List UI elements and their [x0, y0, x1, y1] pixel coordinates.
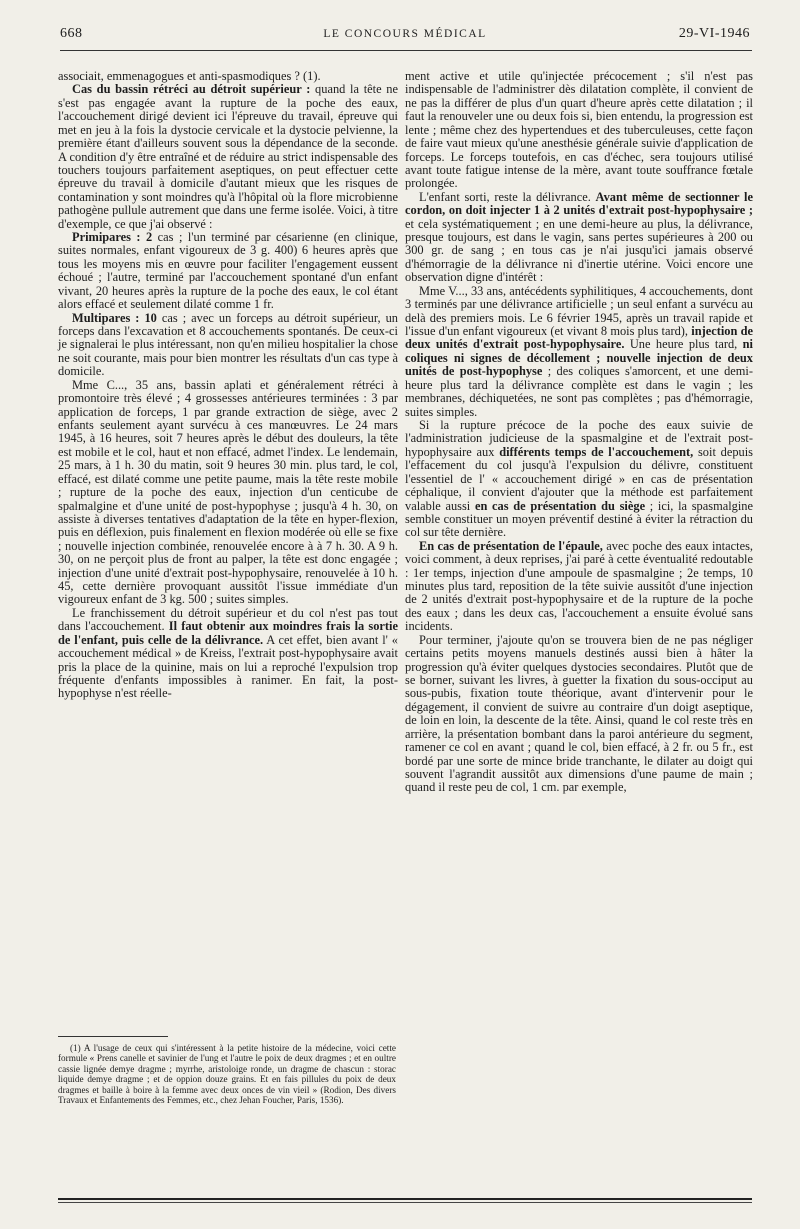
left-column — [58, 70, 398, 701]
paragraph: Mme C..., 35 ans, bassin aplati et généralement rétréci à promontoire très élevé ; 4 grossesses antérieures terminées : 3 par application de forceps, 1 par grande extraction de siège, avec 2 enfants seulement ayant survécu à ces manœuvres. Le 24 mars 1945, à 16 heures, soit 7 heures après le début des douleurs, la tête est mobile et le col, haut et non effacé, admet l'index. Le lendemain, 25 mars, à 1 h. 30 du matin, soit 9 heures 30 min. plus tard, le col, effacé, est dilaté comme une petite paume, mais la tête reste mobile ; rupture de la poche des eaux, injection d'un centicube de spalmalgine et d'une unité de post-hypophyse ; jusqu'à 4 h. 30, on assiste à diverses tentatives d'adaptation de la tête en hyper-flexion, puis en déflexion, puis finalement en flexion modérée où elle se fixe ; nouvelle injection combinée, renouvelée encore à à 7 h. 30. A 9 h. 30, on ne perçoit plus de front au palper, la tête est donc engagée ; injection d'une unité d'extrait post-hypophysaire, renouvelée à 10 h. 45, cette dernière provoquant aussitôt l'issue immédiate d'un vigoureux enfant de 3 kg. 500 ; suites simples. — [58, 377, 398, 607]
footnote-rule — [58, 1036, 168, 1037]
emphasis: injection de deux unités d'extrait post-hypophysaire. — [405, 324, 753, 352]
paragraph: Mme V..., 33 ans, antécédents syphilitiques, 4 accouchements, dont 3 terminés par une délivrance artificielle ; un seul enfant a survécu au delà des premiers mois. Le 6 février 1945, après un travail rapide et l'issue d'un enfant vigoureux (et vivant 8 mois plus tard), injection de deux unités d'extrait post-hypophysaire. Une heure plus tard, ni coliques ni signes de décollement ; nouvelle injection de deux unités de post-hypophyse ; des coliques s'amorcent, et une demi-heure plus tard la délivrance complète est dans le vagin ; les membranes, déchiquetées, ne sont pas complètes ; pas d'hémorragie, suites simples. — [405, 283, 753, 419]
paragraph: L'enfant sorti, reste la délivrance. Avant même de sectionner le cordon, on doit injecter 1 à 2 unités d'extrait post-hypophysaire ; et cela systématiquement ; en une demi-heure au plus, la délivrance, presque toujours, est dans le vagin, sans pertes supérieures à 200 ou 300 gr. de sang ; en tous cas je n'ai jusqu'ici jamais observé d'hémorragie de la délivrance ni d'inertie utérine. Voici encore une observation digne d'intérêt : — [405, 189, 753, 285]
page-number: 668 — [60, 26, 83, 41]
emphasis: Avant même de sectionner le cordon, on doit injecter 1 à 2 unités d'extrait post-hypophysaire ; — [405, 189, 753, 218]
bottom-rule-thin — [58, 1202, 752, 1203]
section-heading: Cas du bassin rétréci au détroit supérieur : — [72, 82, 311, 97]
emphasis: ni coliques ni signes de décollement ; nouvelle injection de deux unités de post-hypophyse — [405, 337, 753, 379]
journal-title: LE CONCOURS MÉDICAL — [323, 28, 487, 40]
bottom-rule — [58, 1198, 752, 1200]
paragraph: ment active et utile qu'injectée précocement ; s'il n'est pas indispensable de l'administrer dès dilatation complète, il convient de ne pas la différer de plus d'un quart d'heure après cette dilatation ; il faut la renouveler une ou deux fois si, bien entendu, la progression est lente ; même chez des hypertendues et des tuberculeuses, cette façon de faire vaut mieux qu'une anesthésie générale suivie d'application de forceps. Le forceps toutefois, en cas d'échec, sera toujours utilisé avant toute fatigue intense de la mère, avant toute souffrance fœtale prolongée. — [405, 69, 753, 191]
header-rule — [60, 50, 752, 51]
paragraph: En cas de présentation de l'épaule, avec poche des eaux intactes, voici comment, à deux reprises, j'ai paré à cette éventualité redoutable : 1er temps, injection d'une ampoule de spasmalgine ; 2e temps, 10 minutes plus tard, reposition de la tête suivie aussitôt d'une injection de 2 unités d'extrait post-hypophysaire et de la rupture de la poche des eaux ; dans les deux cas, l'accouchement a ensuite évolué sans incidents. — [405, 538, 753, 634]
paragraph: Primipares : 2 cas ; l'un terminé par césarienne (en clinique, suites normales, enfant vigoureux de 3 g. 400) 6 heures après que tous les moyens mis en œuvre pour faciliter l'engagement eussent échoué ; l'autre, terminé par l'accouchement spontané d'un enfant vivant, 20 heures après la rupture de la poche des eaux, le col étant alors effacé et seulement dilaté comme 1 fr. — [58, 230, 398, 312]
paragraph: Multipares : 10 cas ; avec un forceps au détroit supérieur, un forceps dans l'excavation et 8 accouchements spontanés. De ceux-ci je signalerai le plus intéressant, non qu'en milieu hospitalier la chose ne soit courante, mais pour bien montrer les résultats d'un cas type à domicile. — [58, 310, 398, 379]
issue-date: 29-VI-1946 — [678, 26, 750, 41]
emphasis: Il faut obtenir aux moindres frais la sortie de l'enfant, puis celle de la délivrance. — [58, 619, 398, 647]
paragraph: associait, emmenagogues et anti-spasmodiques ? (1). — [58, 69, 321, 83]
right-column — [405, 70, 753, 795]
section-heading: En cas de présentation de l'épaule, — [419, 538, 603, 553]
paragraph: Le franchissement du détroit supérieur et du col n'est pas tout dans l'accouchement. Il faut obtenir aux moindres frais la sortie de l'enfant, puis celle de la délivrance. A cet effet, bien avant l' « accouchement médical » de Kreiss, l'extrait post-hypophysaire avait pris la place de la quinine, mais on lui a reproché l'expulsion trop fréquente d'enfants impossibles à ranimer. En fait, la post-hypophyse n'est réelle- — [58, 605, 398, 701]
emphasis: différents temps de l'accouchement, — [499, 444, 694, 459]
section-heading: Multipares : 10 — [72, 310, 157, 325]
paragraph: Pour terminer, j'ajoute qu'on se trouvera bien de ne pas négliger certains petits moyens manuels destinés aussi bien à hâter la progression qu'à éviter quelques dystocies secondaires. Plutôt que de se borner, suivant les livres, à guetter la fixation du sous-occiput au sous-pubis, fixation toute théorique, avant d'intervenir pour le dégagement, il convient de suivre au contraire d'un doigt aseptique, de loin en loin, la descente de la tête. Ainsi, quand le col reste très en arrière, la présentation bombant dans la paroi antérieure du segment, ramener ce col en avant ; quand le col, bien effacé, à 2 fr. ou 5 fr., est bordé par une sorte de mince bride tranchante, le dilater au doigt qui souvent l'agrandit aussitôt aux dimensions d'une paume de main ; quand il reste peu de col, 1 cm. par exemple, — [405, 632, 753, 795]
paragraph: Si la rupture précoce de la poche des eaux suivie de l'administration judicieuse de la spasmalgine et de l'extrait post-hypophysaire aux différents temps de l'accouchement, soit depuis l'effacement du col jusqu'à l'expulsion du délivre, constituent l'essentiel de l' « accouchement dirigé » en cas de présentation céphalique, il convient d'ajouter que la méthode est parfaitement valable aussi en cas de présentation du siège ; ici, la spasmalgine semble constituer un moyen préventif destiné à éviter la rétraction du col sur tête dernière. — [405, 417, 753, 540]
footnote — [58, 1043, 396, 1105]
emphasis: en cas de présentation du siège — [474, 498, 646, 513]
page-header — [60, 26, 750, 48]
section-heading: Primipares : 2 — [72, 230, 153, 245]
footnote-text: (1) A l'usage de ceux qui s'intéressent à la petite histoire de la médecine, voici cette formule « Prens canelle et savinier de l'ung et l'autre le poix de deux dragmes ; et en oultre cassie lignée demye dragme ; myrrhe, aristoloige ronde, un dragme de chascun : storac liquide demye dragme ; et de oppion douze grains. Et en fais pillules du poix de deux dragmes et baille à boire à la femme avec deux onces de vin vieil » (Rodion, Des divers Travaux et Enfantements des Femmes, etc., chez Jehan Foucher, Paris, 1536). — [58, 1043, 396, 1106]
paragraph: Cas du bassin rétréci au détroit supérieur : quand la tête ne s'est pas engagée avant la rupture de la poche des eaux, l'accouchement dirigé devient ici l'épreuve du travail, épreuve qui met en jeu à la fois la dystocie cervicale et la dystocie pelvienne, la première étant d'ailleurs souvent sous la dépendance de la seconde. A condition d'y être entraîné et de réduire au strict indispensable des touchers toujours parfaitement aseptiques, on peut effectuer cette épreuve du travail à domicile d'autant mieux que les risques de contamination y sont moindres qu'à l'hôpital où la flore microbienne pathogène pullule autrement que dans une ferme isolée. Voici, à titre d'exemple, ce que j'ai observé : — [58, 82, 398, 231]
